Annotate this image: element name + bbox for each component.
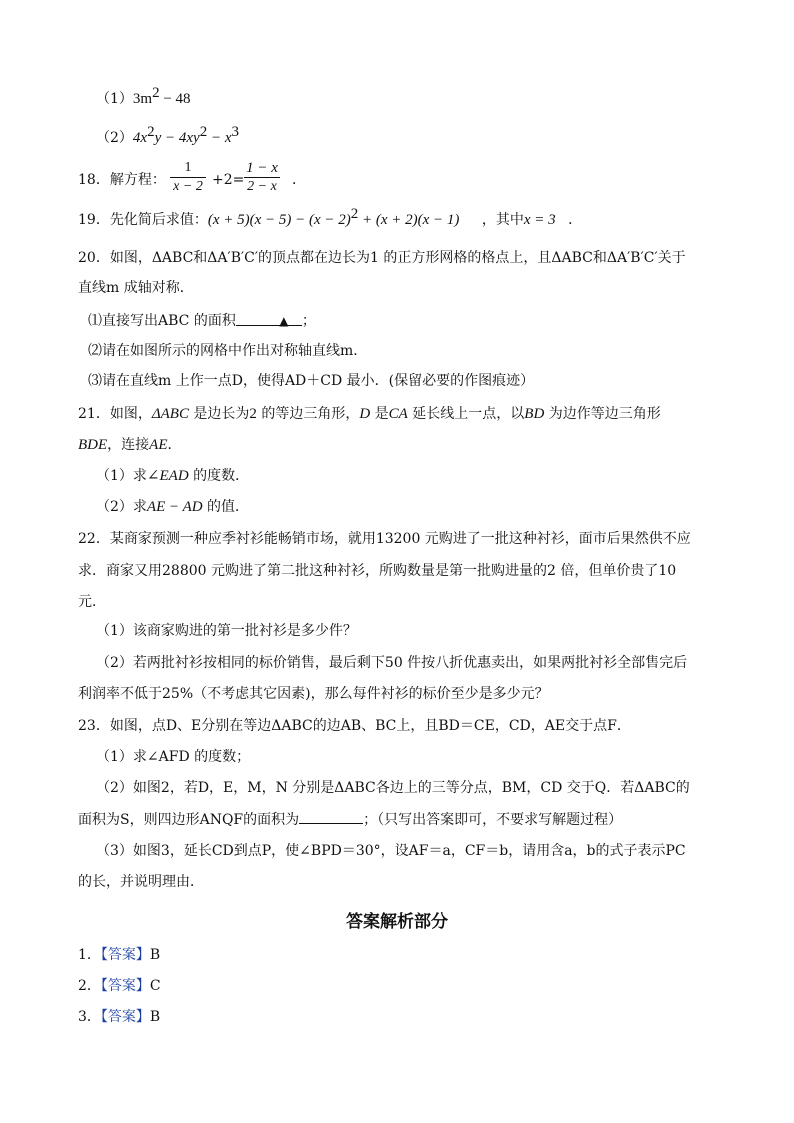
q23-sub3-line2: 的长，并说明理由． [78, 874, 204, 890]
q18-middle: +2= [212, 172, 245, 188]
answers-heading: 答案解析部分 [346, 912, 448, 932]
q22-line3: 元． [78, 594, 106, 610]
q23-sub1: （1）求∠AFD 的度数； [96, 749, 251, 765]
q21-line2: BDE，连接AE． [78, 437, 182, 453]
q19-line: 19．先化简后求值：$(x + 5)(x - 5) - (x - 2)^2 + (x + 2)(x - 1)$ ，其中x = 3 ． [78, 206, 583, 228]
q22-line1: 22．某商家预测一种应季衬衫能畅销市场，就用13200 元购进了一批这种衬衫，面市后果然供不应 [78, 531, 691, 547]
q23-sub2-line2: 面积为S，则四边形ANQF的面积为 ；（只写出答案即可，不要求写解题过程） [78, 809, 622, 830]
q22-sub1: （1）该商家购进的第一批衬衫是多少件？ [96, 623, 357, 639]
q22-sub2-line2: 利润率不低于25%（不考虑其它因素)，那么每件衬衫的标价至少是多少元？ [78, 686, 549, 702]
q17-part2: $(2)4x^2y - 4xy^2 - x^3$ [96, 124, 239, 146]
answer-item: 2．【答案】C [78, 978, 161, 994]
q21-sub2: （2）求AE − AD 的值． [96, 499, 250, 515]
q23-sub3-line1: （3）如图3，延长CD到点P，使∠BPD＝30°，设AF＝a，CF＝b，请用含a，b的式子表示PC [96, 843, 686, 859]
q21-line1: 21．如图，ΔABC 是边长为2 的等边三角形，D 是CA 延长线上一点，以BD 为边作等边三角形 [78, 406, 661, 422]
q22-line2: 求．商家又用28800 元购进了第二批这种衬衫，所购数量是第一批购进量的2 倍，但单价贵了10 [78, 563, 677, 579]
q20-line1: 20．如图，ΔABC和ΔA′B′C′的顶点都在边长为1 的正方形网格的格点上，且ΔABC和ΔA′B′C′关于 [78, 250, 686, 266]
answer-item: 3．【答案】B [78, 1009, 161, 1025]
answer-item: 1．【答案】B [78, 947, 161, 963]
answer-blank [299, 809, 363, 824]
q17-part1: $(1)3m^2 - 48$ [96, 85, 191, 107]
q20-sub1: ⑴直接写出ABC 的面积 ▲ ； [88, 313, 316, 329]
q23-sub2-line1: （2）如图2，若D，E，M，N 分别是ΔABC各边上的三等分点，BM，CD 交于Q．若ΔABC的 [96, 780, 690, 796]
q18-fraction-left: 1 x − 2 [170, 159, 206, 196]
q20-line2: 直线m 成轴对称． [78, 280, 194, 296]
answer-blank: ▲ [236, 311, 302, 326]
q18-end: ． [292, 172, 306, 188]
q18-fraction-right: 1 − x 2 − x [244, 159, 280, 196]
q18-label: 18．解方程： [78, 172, 166, 188]
q21-sub1: （1）求∠EAD 的度数． [96, 468, 250, 484]
q22-sub2-line1: （2）若两批衬衫按相同的标价销售，最后剩下50 件按八折优惠卖出，如果两批衬衫全部售完后 [96, 655, 688, 671]
q20-sub2: ⑵请在如图所示的网格中作出对称轴直线m． [88, 343, 368, 359]
q23-line1: 23．如图，点D、E分别在等边ΔABC的边AB、BC上，且BD＝CE，CD，AE交于点F． [78, 718, 631, 734]
q20-sub3: ⑶请在直线m 上作一点D，使得AD＋CD 最小．(保留必要的作图痕迹） [88, 373, 535, 389]
